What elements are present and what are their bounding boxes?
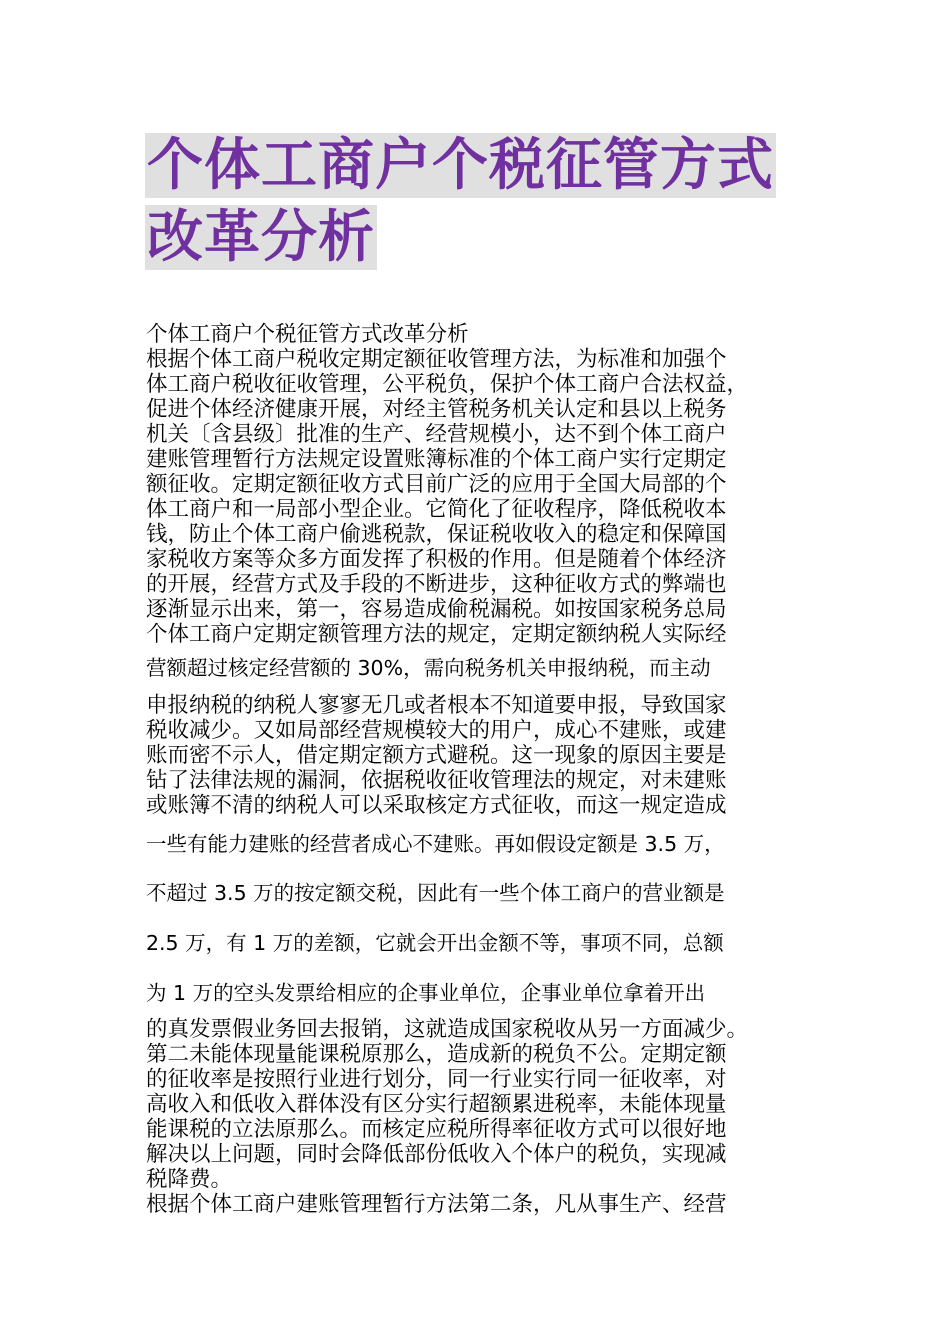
body-line: 高收入和低收入群体没有区分实行超额累进税率，未能体现量 <box>146 1092 727 1117</box>
body-line: 能课税的立法原那么。而核定应税所得率征收方式可以很好地 <box>146 1117 727 1142</box>
body-line: 一些有能力建账的经营者成心不建账。再如假设定额是 3.5 万， <box>146 832 725 856</box>
body-line: 逐渐显示出来，第一，容易造成偷税漏税。如按国家税务总局 <box>146 597 727 622</box>
body-line: 账而密不示人，借定期定额方式避税。这一现象的原因主要是 <box>146 743 727 768</box>
body-line: 解决以上问题，同时会降低部份低收入个体户的税负，实现减 <box>146 1142 727 1167</box>
document-title-line-2: 改革分析 <box>147 205 375 270</box>
body-line: 不超过 3.5 万的按定额交税，因此有一些个体工商户的营业额是 <box>146 881 725 905</box>
body-line: 的开展，经营方式及手段的不断进步，这种征收方式的弊端也 <box>146 572 727 597</box>
body-line: 促进个体经济健康开展，对经主管税务机关认定和县以上税务 <box>146 397 727 422</box>
body-line: 钻了法律法规的漏洞，依据税收征收管理法的规定，对未建账 <box>146 768 727 793</box>
body-line: 的征收率是按照行业进行划分，同一行业实行同一征收率，对 <box>146 1067 727 1092</box>
body-line: 为 1 万的空头发票给相应的企事业单位，企事业单位拿着开出 <box>146 981 706 1005</box>
body-line: 2.5 万，有 1 万的差额，它就会开出金额不等，事项不同，总额 <box>146 931 724 955</box>
body-line: 申报纳税的纳税人寥寥无几或者根本不知道要申报，导致国家 <box>146 693 727 718</box>
body-line: 体工商户税收征收管理，公平税负，保护个体工商户合法权益， <box>146 372 749 397</box>
body-line: 额征收。定期定额征收方式目前广泛的应用于全国大局部的个 <box>146 472 727 497</box>
body-line: 建账管理暂行方法规定设置账簿标准的个体工商户实行定期定 <box>146 447 727 472</box>
body-line: 税收减少。又如局部经营规模较大的用户，成心不建账，或建 <box>146 718 727 743</box>
body-line: 机关〔含县级〕批准的生产、经营规模小，达不到个体工商户 <box>146 422 727 447</box>
document-title-line-1: 个体工商户个税征管方式 <box>147 133 774 198</box>
body-line: 营额超过核定经营额的 30%，需向税务机关申报纳税，而主动 <box>146 656 711 680</box>
body-line: 体工商户和一局部小型企业。它简化了征收程序，降低税收本 <box>146 497 727 522</box>
body-line: 的真发票假业务回去报销，这就造成国家税收从另一方面减少。 <box>146 1017 749 1042</box>
body-line: 个体工商户定期定额管理方法的规定，定期定额纳税人实际经 <box>146 622 727 647</box>
body-line: 家税收方案等众多方面发挥了积极的作用。但是随着个体经济 <box>146 547 727 572</box>
body-line: 根据个体工商户税收定期定额征收管理方法，为标准和加强个 <box>146 347 727 372</box>
body-line: 钱，防止个体工商户偷逃税款，保证税收收入的稳定和保障国 <box>146 522 727 547</box>
body-line: 第二未能体现量能课税原那么，造成新的税负不公。定期定额 <box>146 1042 727 1067</box>
body-line: 或账簿不清的纳税人可以采取核定方式征收，而这一规定造成 <box>146 793 727 818</box>
body-line: 根据个体工商户建账管理暂行方法第二条，凡从事生产、经营 <box>146 1192 727 1217</box>
body-line: 个体工商户个税征管方式改革分析 <box>146 322 469 347</box>
body-line: 税降费。 <box>146 1167 233 1192</box>
